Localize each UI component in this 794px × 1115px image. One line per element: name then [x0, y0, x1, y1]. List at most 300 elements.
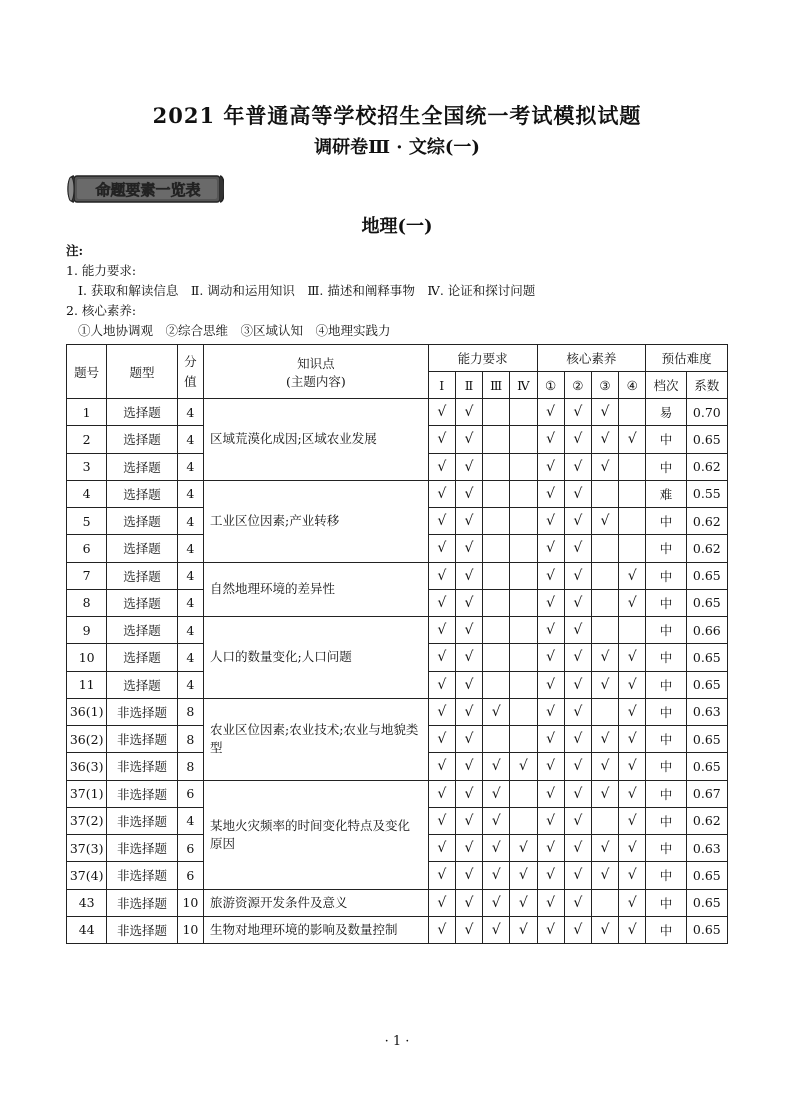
banner-scroll	[64, 172, 224, 206]
difficulty-level: 中	[646, 426, 686, 453]
difficulty-level: 中	[646, 698, 686, 725]
ability-3-cell: √	[483, 862, 510, 889]
question-type: 选择题	[107, 562, 178, 589]
difficulty-coefficient: 0.62	[686, 508, 727, 535]
question-score: 10	[177, 889, 203, 916]
difficulty-coefficient: 0.62	[686, 453, 727, 480]
scroll-graphic	[64, 172, 224, 206]
literacy-2-cell: √	[564, 480, 591, 507]
literacy-3-cell	[591, 807, 618, 834]
difficulty-coefficient: 0.65	[686, 726, 727, 753]
literacy-2-cell: √	[564, 617, 591, 644]
ability-3-cell	[483, 399, 510, 426]
question-type: 非选择题	[107, 780, 178, 807]
ability-2-cell: √	[455, 835, 482, 862]
header-literacy-2: ②	[564, 372, 591, 399]
question-number: 8	[67, 589, 107, 616]
table-row	[67, 698, 728, 725]
table-row	[67, 399, 728, 426]
ability-2-cell: √	[455, 698, 482, 725]
ability-1-cell: √	[428, 399, 455, 426]
literacy-1-cell: √	[537, 399, 564, 426]
ability-3-cell	[483, 726, 510, 753]
literacy-1-cell: √	[537, 862, 564, 889]
document-title: 2021 年普通高等学校招生全国统一考试模拟试题	[152, 103, 642, 128]
literacy-3-cell: √	[591, 835, 618, 862]
header-score-text: 分值	[184, 353, 197, 389]
ability-3-cell	[483, 617, 510, 644]
question-number: 3	[67, 453, 107, 480]
difficulty-coefficient: 0.65	[686, 753, 727, 780]
difficulty-level: 中	[646, 671, 686, 698]
ability-3-cell: √	[483, 698, 510, 725]
question-number: 11	[67, 671, 107, 698]
difficulty-coefficient: 0.65	[686, 562, 727, 589]
notes-label: 注:	[66, 243, 84, 258]
question-type: 选择题	[107, 480, 178, 507]
header-level: 档次	[646, 372, 686, 399]
knowledge-topic: 区域荒漠化成因;区域农业发展	[204, 399, 429, 481]
literacy-4-cell	[619, 453, 646, 480]
literacy-3-cell	[591, 698, 618, 725]
literacy-3-cell: √	[591, 399, 618, 426]
literacy-1-cell: √	[537, 426, 564, 453]
literacy-2-cell: √	[564, 698, 591, 725]
question-number: 37(3)	[67, 835, 107, 862]
ability-4-cell	[510, 535, 537, 562]
literacy-2-cell: √	[564, 753, 591, 780]
literacy-1-cell: √	[537, 617, 564, 644]
ability-4-cell: √	[510, 916, 537, 943]
difficulty-coefficient: 0.65	[686, 589, 727, 616]
question-score: 4	[177, 671, 203, 698]
table-body	[67, 399, 728, 944]
ability-2-cell: √	[455, 753, 482, 780]
literacy-4-cell: √	[619, 426, 646, 453]
literacy-2-cell: √	[564, 453, 591, 480]
literacy-1-cell: √	[537, 644, 564, 671]
question-number: 36(1)	[67, 698, 107, 725]
ability-1-cell: √	[428, 780, 455, 807]
ability-3-cell: √	[483, 753, 510, 780]
literacy-4-cell: √	[619, 862, 646, 889]
ability-2-cell: √	[455, 780, 482, 807]
ability-3-cell	[483, 426, 510, 453]
ability-4-cell	[510, 644, 537, 671]
difficulty-level: 中	[646, 807, 686, 834]
literacy-1-cell: √	[537, 589, 564, 616]
difficulty-coefficient: 0.63	[686, 835, 727, 862]
literacy-4-cell	[619, 480, 646, 507]
ability-2-cell: √	[455, 916, 482, 943]
literacy-3-cell	[591, 535, 618, 562]
literacy-3-cell	[591, 562, 618, 589]
literacy-4-cell: √	[619, 835, 646, 862]
question-number: 1	[67, 399, 107, 426]
difficulty-level: 易	[646, 399, 686, 426]
ability-2-cell: √	[455, 399, 482, 426]
difficulty-level: 中	[646, 508, 686, 535]
literacy-3-cell	[591, 617, 618, 644]
literacy-3-cell: √	[591, 780, 618, 807]
table-row	[67, 562, 728, 589]
literacy-4-cell	[619, 399, 646, 426]
ability-1-cell: √	[428, 562, 455, 589]
ability-4-cell: √	[510, 889, 537, 916]
header-difficulty: 预估难度	[646, 345, 728, 372]
question-type: 非选择题	[107, 889, 178, 916]
ability-2-cell: √	[455, 480, 482, 507]
literacy-4-cell: √	[619, 562, 646, 589]
difficulty-coefficient: 0.66	[686, 617, 727, 644]
knowledge-topic: 自然地理环境的差异性	[204, 562, 429, 617]
ability-4-cell	[510, 589, 537, 616]
literacy-2-cell: √	[564, 644, 591, 671]
ability-3-cell: √	[483, 807, 510, 834]
ability-2-cell: √	[455, 726, 482, 753]
knowledge-topic: 人口的数量变化;人口问题	[204, 617, 429, 699]
literacy-1-cell: √	[537, 453, 564, 480]
question-score: 6	[177, 780, 203, 807]
ability-2-cell: √	[455, 807, 482, 834]
ability-4-cell	[510, 807, 537, 834]
question-score: 4	[177, 399, 203, 426]
literacy-3-cell	[591, 480, 618, 507]
question-score: 4	[177, 426, 203, 453]
ability-1-cell: √	[428, 671, 455, 698]
difficulty-level: 中	[646, 453, 686, 480]
ability-2-cell: √	[455, 508, 482, 535]
difficulty-coefficient: 0.65	[686, 644, 727, 671]
question-type: 非选择题	[107, 916, 178, 943]
ability-3-cell: √	[483, 835, 510, 862]
literacy-3-cell: √	[591, 916, 618, 943]
literacy-3-cell	[591, 889, 618, 916]
literacy-2-cell: √	[564, 916, 591, 943]
literacy-2-cell: √	[564, 426, 591, 453]
question-type: 选择题	[107, 399, 178, 426]
ability-4-cell	[510, 480, 537, 507]
ability-1-cell: √	[428, 535, 455, 562]
literacy-1-cell: √	[537, 889, 564, 916]
knowledge-topic: 工业区位因素;产业转移	[204, 480, 429, 562]
difficulty-coefficient: 0.65	[686, 671, 727, 698]
ability-2-cell: √	[455, 671, 482, 698]
ability-2-cell: √	[455, 644, 482, 671]
difficulty-level: 中	[646, 617, 686, 644]
header-ability-3: Ⅲ	[483, 372, 510, 399]
ability-1-cell: √	[428, 589, 455, 616]
literacy-1-cell: √	[537, 780, 564, 807]
table-row	[67, 780, 728, 807]
question-type: 非选择题	[107, 753, 178, 780]
ability-3-cell	[483, 508, 510, 535]
ability-1-cell: √	[428, 862, 455, 889]
question-number: 36(3)	[67, 753, 107, 780]
ability-1-cell: √	[428, 480, 455, 507]
ability-4-cell	[510, 671, 537, 698]
question-score: 4	[177, 807, 203, 834]
ability-1-cell: √	[428, 508, 455, 535]
literacy-4-cell: √	[619, 644, 646, 671]
header-ability-2: Ⅱ	[455, 372, 482, 399]
literacy-1-cell: √	[537, 562, 564, 589]
ability-4-cell	[510, 426, 537, 453]
difficulty-level: 中	[646, 916, 686, 943]
literacy-4-cell: √	[619, 889, 646, 916]
question-score: 10	[177, 916, 203, 943]
header-ability: 能力要求	[428, 345, 537, 372]
literacy-3-cell: √	[591, 644, 618, 671]
difficulty-level: 中	[646, 780, 686, 807]
literacy-4-cell	[619, 617, 646, 644]
ability-1-cell: √	[428, 617, 455, 644]
literacy-2-cell: √	[564, 535, 591, 562]
question-number: 44	[67, 916, 107, 943]
header-coef: 系数	[686, 372, 727, 399]
literacy-4-cell: √	[619, 726, 646, 753]
difficulty-coefficient: 0.62	[686, 535, 727, 562]
literacy-1-cell: √	[537, 807, 564, 834]
literacy-4-cell: √	[619, 916, 646, 943]
ability-1-cell: √	[428, 453, 455, 480]
question-score: 4	[177, 508, 203, 535]
header-literacy-3: ③	[591, 372, 618, 399]
ability-3-cell	[483, 589, 510, 616]
difficulty-coefficient: 0.65	[686, 862, 727, 889]
ability-3-cell	[483, 480, 510, 507]
literacy-2-cell: √	[564, 889, 591, 916]
difficulty-coefficient: 0.70	[686, 399, 727, 426]
question-type: 选择题	[107, 426, 178, 453]
difficulty-coefficient: 0.65	[686, 916, 727, 943]
header-type: 题型	[107, 345, 178, 399]
question-score: 4	[177, 644, 203, 671]
question-score: 6	[177, 862, 203, 889]
question-score: 4	[177, 453, 203, 480]
knowledge-topic: 旅游资源开发条件及意义	[204, 889, 429, 916]
ability-3-cell	[483, 644, 510, 671]
ability-1-cell: √	[428, 807, 455, 834]
ability-4-cell	[510, 399, 537, 426]
ability-4-cell	[510, 453, 537, 480]
literacy-4-cell	[619, 535, 646, 562]
ability-3-cell	[483, 562, 510, 589]
header-knowledge	[204, 345, 429, 399]
ability-4-cell	[510, 726, 537, 753]
ability-3-cell: √	[483, 889, 510, 916]
difficulty-level: 难	[646, 480, 686, 507]
literacy-3-cell: √	[591, 726, 618, 753]
document-subtitle: 调研卷Ⅲ · 文综(一)	[314, 137, 480, 158]
question-score: 4	[177, 562, 203, 589]
literacy-1-cell: √	[537, 726, 564, 753]
question-type: 选择题	[107, 453, 178, 480]
question-number: 6	[67, 535, 107, 562]
ability-4-cell: √	[510, 862, 537, 889]
ability-1-cell: √	[428, 644, 455, 671]
literacy-2-cell: √	[564, 835, 591, 862]
literacy-3-cell: √	[591, 671, 618, 698]
knowledge-topic: 某地火灾频率的时间变化特点及变化原因	[204, 780, 429, 889]
question-number: 10	[67, 644, 107, 671]
question-score: 4	[177, 535, 203, 562]
literacy-4-cell: √	[619, 753, 646, 780]
literacy-1-cell: √	[537, 753, 564, 780]
section-title: 地理(一)	[361, 216, 433, 237]
ability-4-cell	[510, 617, 537, 644]
ability-items: Ⅰ. 获取和解读信息 Ⅱ. 调动和运用知识 Ⅲ. 描述和阐释事物 Ⅳ. 论证和探讨问题	[78, 283, 536, 298]
table-row	[67, 480, 728, 507]
literacy-3-cell: √	[591, 753, 618, 780]
question-type: 选择题	[107, 535, 178, 562]
knowledge-topic: 农业区位因素;农业技术;农业与地貌类型	[204, 698, 429, 780]
question-score: 4	[177, 589, 203, 616]
difficulty-level: 中	[646, 535, 686, 562]
difficulty-coefficient: 0.62	[686, 807, 727, 834]
question-score: 6	[177, 835, 203, 862]
difficulty-coefficient: 0.63	[686, 698, 727, 725]
difficulty-level: 中	[646, 562, 686, 589]
question-type: 选择题	[107, 589, 178, 616]
page-number: · 1 ·	[384, 1034, 410, 1049]
ability-4-cell	[510, 562, 537, 589]
ability-3-cell	[483, 453, 510, 480]
literacy-2-cell: √	[564, 862, 591, 889]
literacy-2-cell: √	[564, 726, 591, 753]
difficulty-level: 中	[646, 889, 686, 916]
literacy-3-cell: √	[591, 508, 618, 535]
literacy-1-cell: √	[537, 671, 564, 698]
literacy-2-cell: √	[564, 399, 591, 426]
literacy-4-cell: √	[619, 698, 646, 725]
question-score: 4	[177, 617, 203, 644]
literacy-4-cell: √	[619, 780, 646, 807]
question-score: 4	[177, 480, 203, 507]
ability-4-cell	[510, 508, 537, 535]
literacy-4-cell	[619, 508, 646, 535]
literacy-items: ①人地协调观 ②综合思维 ③区域认知 ④地理实践力	[78, 323, 391, 338]
difficulty-level: 中	[646, 835, 686, 862]
literacy-2-cell: √	[564, 562, 591, 589]
question-number: 2	[67, 426, 107, 453]
table-row	[67, 889, 728, 916]
literacy-3-cell: √	[591, 862, 618, 889]
ability-1-cell: √	[428, 426, 455, 453]
table-row	[67, 916, 728, 943]
question-type: 选择题	[107, 508, 178, 535]
literacy-3-cell	[591, 589, 618, 616]
literacy-2-cell: √	[564, 807, 591, 834]
difficulty-coefficient: 0.67	[686, 780, 727, 807]
header-ability-4: Ⅳ	[510, 372, 537, 399]
difficulty-level: 中	[646, 726, 686, 753]
ability-4-cell	[510, 698, 537, 725]
ability-4-cell: √	[510, 753, 537, 780]
ability-3-cell: √	[483, 780, 510, 807]
header-ability-1: Ⅰ	[428, 372, 455, 399]
literacy-2-cell: √	[564, 671, 591, 698]
ability-2-cell: √	[455, 453, 482, 480]
difficulty-level: 中	[646, 644, 686, 671]
header-literacy-4: ④	[619, 372, 646, 399]
question-number: 43	[67, 889, 107, 916]
question-type: 选择题	[107, 617, 178, 644]
literacy-1-cell: √	[537, 916, 564, 943]
ability-2-cell: √	[455, 535, 482, 562]
question-number: 9	[67, 617, 107, 644]
ability-3-cell: √	[483, 916, 510, 943]
difficulty-coefficient: 0.65	[686, 889, 727, 916]
header-score	[177, 345, 203, 399]
literacy-2-cell: √	[564, 589, 591, 616]
difficulty-coefficient: 0.65	[686, 426, 727, 453]
difficulty-coefficient: 0.55	[686, 480, 727, 507]
literacy-3-cell: √	[591, 453, 618, 480]
literacy-4-cell: √	[619, 807, 646, 834]
question-number: 7	[67, 562, 107, 589]
ability-1-cell: √	[428, 835, 455, 862]
ability-4-cell: √	[510, 835, 537, 862]
header-literacy-1: ①	[537, 372, 564, 399]
literacy-4-cell: √	[619, 671, 646, 698]
notes-block	[66, 241, 535, 341]
ability-2-cell: √	[455, 589, 482, 616]
question-type: 非选择题	[107, 862, 178, 889]
question-number: 37(4)	[67, 862, 107, 889]
literacy-3-cell: √	[591, 426, 618, 453]
literacy-1-cell: √	[537, 480, 564, 507]
ability-3-cell	[483, 535, 510, 562]
ability-3-cell	[483, 671, 510, 698]
ability-2-cell: √	[455, 562, 482, 589]
question-number: 37(1)	[67, 780, 107, 807]
ability-heading: 1. 能力要求:	[66, 263, 137, 278]
question-score: 8	[177, 753, 203, 780]
table-row	[67, 617, 728, 644]
literacy-2-cell: √	[564, 780, 591, 807]
literacy-4-cell: √	[619, 589, 646, 616]
question-type: 选择题	[107, 644, 178, 671]
header-number: 题号	[67, 345, 107, 399]
difficulty-level: 中	[646, 753, 686, 780]
literacy-1-cell: √	[537, 698, 564, 725]
ability-1-cell: √	[428, 889, 455, 916]
difficulty-level: 中	[646, 589, 686, 616]
question-type: 非选择题	[107, 835, 178, 862]
question-number: 5	[67, 508, 107, 535]
question-number: 36(2)	[67, 726, 107, 753]
header-literacy: 核心素养	[537, 345, 646, 372]
requirements-table	[66, 344, 728, 944]
ability-1-cell: √	[428, 916, 455, 943]
banner-text: 命题要素一览表	[95, 181, 201, 199]
header-knowledge-sub: (主题内容)	[285, 373, 346, 389]
ability-2-cell: √	[455, 862, 482, 889]
literacy-1-cell: √	[537, 535, 564, 562]
question-type: 非选择题	[107, 807, 178, 834]
ability-1-cell: √	[428, 726, 455, 753]
ability-2-cell: √	[455, 617, 482, 644]
ability-2-cell: √	[455, 889, 482, 916]
question-score: 8	[177, 726, 203, 753]
literacy-1-cell: √	[537, 835, 564, 862]
question-number: 37(2)	[67, 807, 107, 834]
literacy-heading: 2. 核心素养:	[66, 303, 137, 318]
question-score: 8	[177, 698, 203, 725]
question-type: 选择题	[107, 671, 178, 698]
question-type: 非选择题	[107, 726, 178, 753]
